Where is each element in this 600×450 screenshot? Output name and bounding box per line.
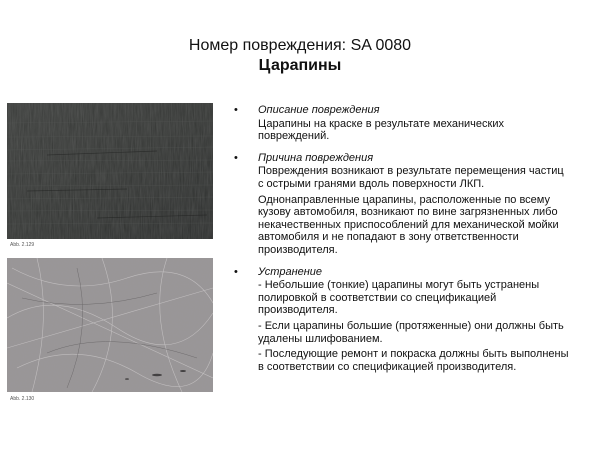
section-heading: Описание повреждения <box>258 104 380 116</box>
section-cause <box>234 152 570 257</box>
scratch-photo-dark-image <box>7 103 213 239</box>
section-paragraph: Однонаправленные царапины, расположенные по всему кузову автомобиля, возникают по вине загрязненных либо некачественных приспособлений для механической мойки автомобиля и не попадают в зону ответственности производителя. <box>258 193 559 256</box>
section-paragraph: - Последующие ремонт и покраска должны быть выполнены в соответствии со спецификацией производителя. <box>258 348 569 373</box>
section-paragraph: Царапины на краске в результате механических повреждений. <box>258 117 504 143</box>
section-heading: Устранение <box>258 265 323 278</box>
section-heading: Причина повреждения <box>258 151 374 164</box>
section-repair <box>234 266 570 374</box>
photo-caption: Abb. 2.130 <box>10 396 35 402</box>
content-list <box>234 104 570 373</box>
bullet-dot: • <box>234 104 238 116</box>
photo-caption: Abb. 2.129 <box>10 242 35 248</box>
bullet-dot: • <box>234 265 238 278</box>
damage-number-title: Номер повреждения: SA 0080 <box>188 37 412 54</box>
section-description <box>234 104 570 143</box>
section-paragraph: - Небольшие (тонкие) царапины могут быть устранены полировкой в соответствии со спецификацией производителя. <box>258 279 540 317</box>
damage-type-subtitle: Царапины <box>258 57 342 74</box>
scratch-photo-light <box>7 258 213 392</box>
section-paragraph: - Если царапины большие (протяженные) они должны быть удалены шлифованием. <box>258 319 564 345</box>
scratch-photo-light-image <box>7 258 213 392</box>
bullet-dot: • <box>234 151 238 164</box>
title-block <box>0 36 600 76</box>
scratch-photo-dark <box>7 103 213 239</box>
section-paragraph: Повреждения возникают в результате перемещения частиц с острыми гранями вдоль поверхности ЛКП. <box>258 165 564 190</box>
